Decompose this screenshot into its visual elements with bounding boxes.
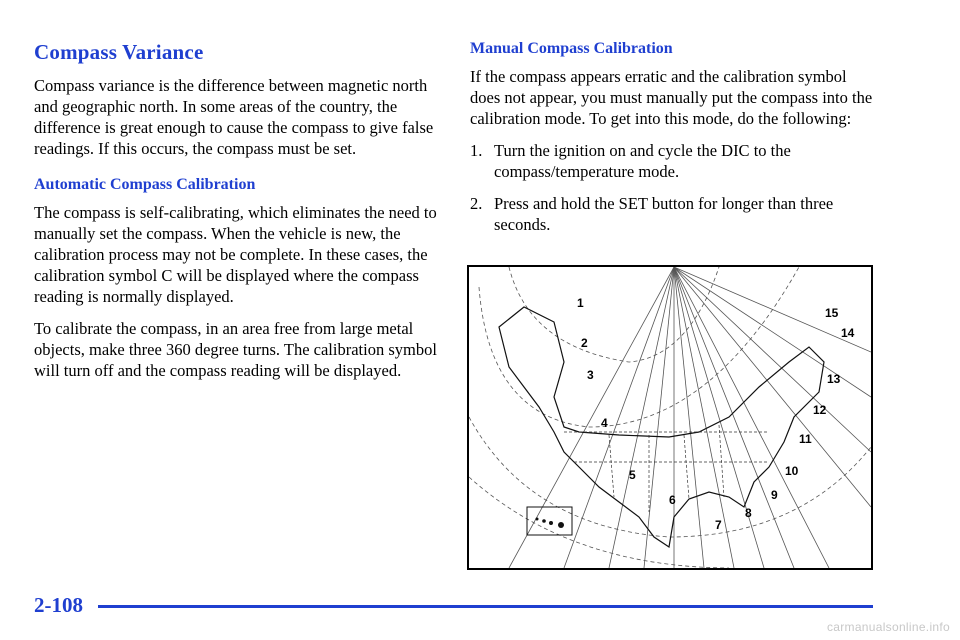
step-item xyxy=(470,193,880,235)
calibration-steps xyxy=(470,140,880,235)
section-title: Compass Variance xyxy=(34,40,204,64)
auto-calibration-heading: Automatic Compass Calibration xyxy=(34,176,256,193)
zone-label: 10 xyxy=(785,464,799,478)
left-column xyxy=(34,40,442,392)
zone-label: 14 xyxy=(841,326,855,340)
auto-calibration-paragraph-1: The compass is self-calibrating, which eliminates the need to manually set the compass. When the vehicle is new, the calibration process may not be complete. In these cases, the calibration symbol C will be displayed where the compass reading is normally displayed. xyxy=(34,203,437,306)
right-column xyxy=(470,40,880,246)
zone-label: 3 xyxy=(587,368,594,382)
zone-label: 13 xyxy=(827,372,841,386)
manual-calibration-heading: Manual Compass Calibration xyxy=(470,40,673,57)
zone-label: 2 xyxy=(581,336,588,350)
step-item xyxy=(470,140,880,182)
compass-zone-map xyxy=(467,265,873,570)
zone-label: 9 xyxy=(771,488,778,502)
zone-label: 5 xyxy=(629,468,636,482)
zone-label: 7 xyxy=(715,518,722,532)
zone-label: 8 xyxy=(745,506,752,520)
step-number: 1. xyxy=(470,141,483,160)
zone-label: 12 xyxy=(813,403,827,417)
zone-label: 4 xyxy=(601,416,608,430)
zone-label: 15 xyxy=(825,306,839,320)
zone-label: 11 xyxy=(799,432,812,446)
footer-rule xyxy=(98,605,873,608)
zone-map-svg xyxy=(469,267,871,568)
watermark: carmanualsonline.info xyxy=(826,620,950,634)
step-number: 2. xyxy=(470,194,483,213)
zone-label: 1 xyxy=(577,296,584,310)
zone-label: 6 xyxy=(669,493,676,507)
manual-calibration-paragraph: If the compass appears erratic and the calibration symbol does not appear, you must manually put the compass into the calibration mode. To get into this mode, do the following: xyxy=(470,67,873,128)
page-number: 2-108 xyxy=(34,593,83,617)
intro-paragraph: Compass variance is the difference between magnetic north and geographic north. In some areas of the country, the difference is great enough to cause the compass to give false readings. If this occurs, the compass must be set. xyxy=(34,76,434,158)
auto-calibration-paragraph-2: To calibrate the compass, in an area free from large metal objects, make three 360 degree turns. The calibration symbol will turn off and the compass reading will be displayed. xyxy=(34,319,437,380)
step-text: Press and hold the SET button for longer than three seconds. xyxy=(494,194,834,234)
step-text: Turn the ignition on and cycle the DIC to the compass/temperature mode. xyxy=(494,141,791,181)
